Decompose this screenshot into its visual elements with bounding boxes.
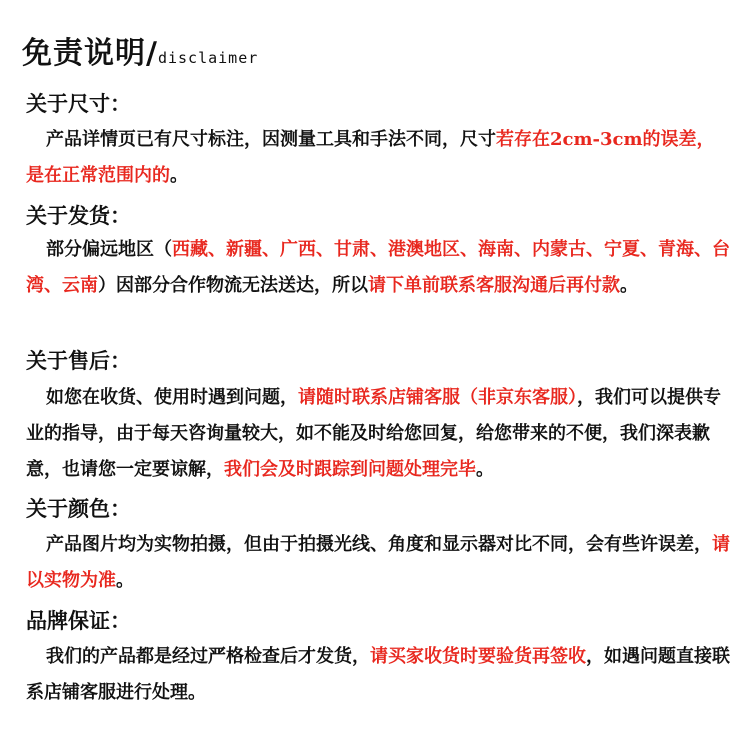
brand-text-part: 我们的产品都是经过严格检查后才发货， — [46, 646, 370, 667]
brand-section-text — [26, 639, 730, 711]
color-text-part: 。 — [116, 570, 134, 591]
size-text-part: 产品详情页已有尺寸标注，因测量工具和手法不同，尺寸 — [46, 129, 496, 150]
shipping-section-heading: 关于发货： — [26, 203, 131, 228]
inspect-before-signing-highlight: 请买家收货时要验货再签收 — [370, 646, 586, 667]
color-text-part: 产品图片均为实物拍摄，但由于拍摄光线、角度和显示器对比不同，会有些许误差， — [46, 534, 712, 555]
follow-up-highlight: 我们会及时跟踪到问题处理完毕 — [224, 459, 476, 480]
title-english: disclaimer — [157, 49, 259, 67]
after-sales-text-part: 如您在收货、使用时遇到问题， — [46, 387, 298, 408]
after-sales-text-part: 。 — [476, 459, 494, 480]
after-sales-section-text — [26, 380, 730, 488]
shipping-section-text — [26, 232, 730, 304]
remote-regions-highlight: 西藏、新疆、广西、甘肃、港澳地区、海南、内蒙古、宁夏、青海、台湾、云南 — [26, 239, 730, 296]
color-section-heading: 关于颜色： — [26, 496, 131, 521]
contact-before-order-highlight: 请下单前联系客服沟通后再付款 — [368, 275, 620, 296]
title-chinese: 免责说明/ — [22, 36, 158, 71]
contact-store-service-highlight: 请随时联系店铺客服（非京东客服） — [298, 387, 577, 408]
actual-product-highlight: 请以实物为准 — [26, 534, 730, 591]
size-highlight: 若存在2cm-3cm的误差，是在正常范围内的 — [26, 129, 715, 186]
brand-text-part: ，如遇问题直接联系店铺客服进行处理。 — [26, 646, 730, 703]
after-sales-section-heading: 关于售后： — [26, 348, 131, 373]
size-section-text — [26, 122, 730, 194]
shipping-text-part: ）因部分合作物流无法送达，所以 — [98, 275, 368, 296]
page-title — [22, 28, 258, 72]
brand-section-heading: 品牌保证： — [26, 608, 131, 633]
after-sales-text-part: ，我们可以提供专业的指导，由于每天咨询量较大，如不能及时给您回复，给您带来的不便，我们深表歉意，也请您一定要谅解， — [26, 387, 721, 480]
shipping-text-part: 部分偏远地区（ — [46, 239, 172, 260]
shipping-text-part: 。 — [620, 275, 638, 296]
color-section-text — [26, 527, 730, 599]
size-section-heading: 关于尺寸： — [26, 91, 131, 116]
size-text-part: 。 — [170, 165, 188, 186]
